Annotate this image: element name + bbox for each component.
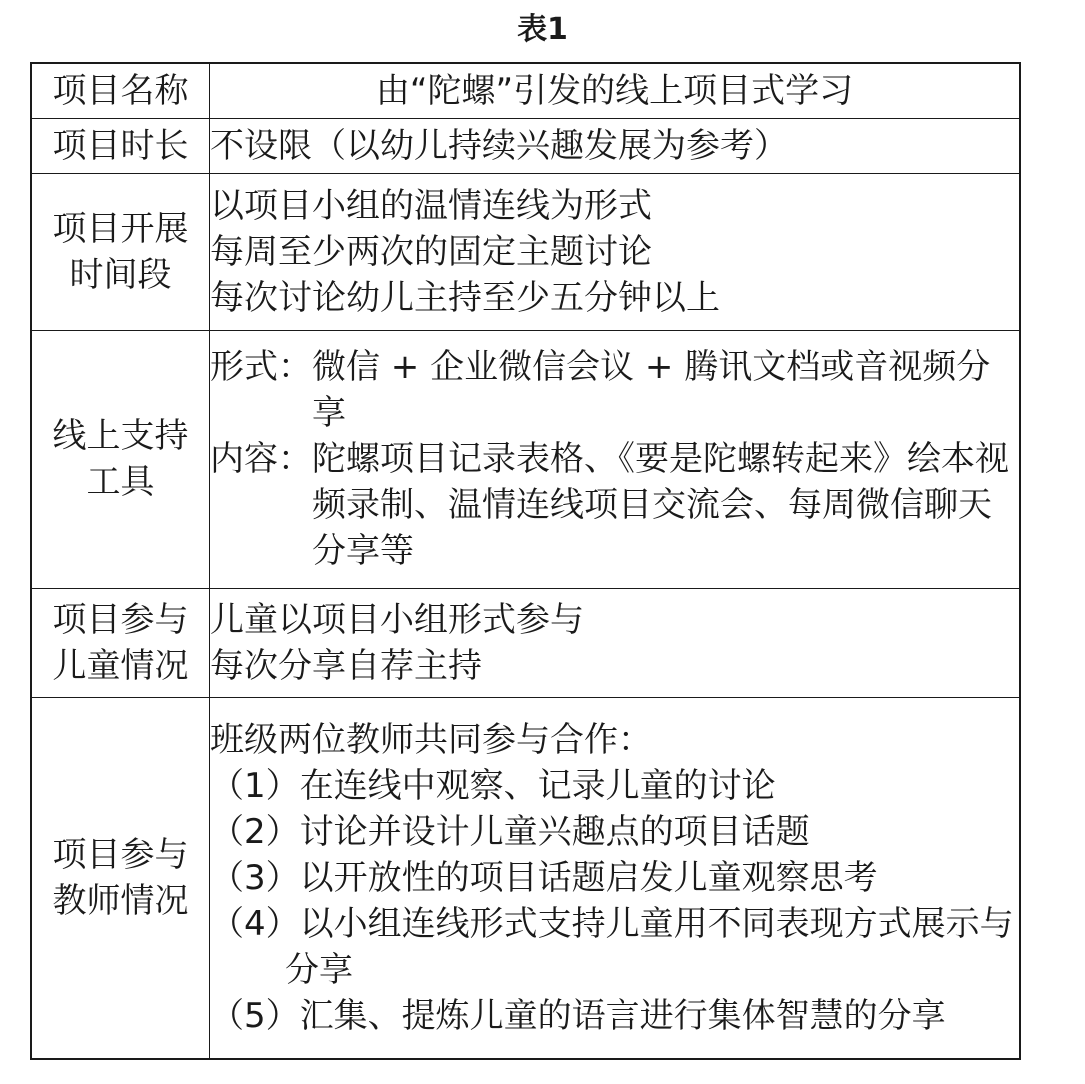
label-line: 项目参与 [52,599,189,640]
project-table [30,62,1021,1060]
label-line: 教师情况 [52,880,189,921]
children-line: 每次分享自荐主持 [210,645,482,686]
teachers-item: （5）汇集、提炼儿童的语言进行集体智慧的分享 [210,995,946,1036]
label-line: 项目参与 [52,834,189,875]
table-row [31,118,1020,173]
label-line: 项目开展 [52,208,189,249]
period-line: 以项目小组的温情连线为形式 [210,185,652,226]
label-line: 儿童情况 [52,645,189,686]
row-value-project-name: 由“陀螺”引发的线上项目式学习 [210,63,1021,118]
tools-form: 形式：微信 + 企业微信会议 + 腾讯文档或音视频分享 [210,347,991,433]
table-caption: 表1 [517,12,568,47]
row-label-children [31,588,210,697]
table-row [31,330,1020,588]
row-value-project-period [210,173,1021,330]
table-row [31,697,1020,1059]
teachers-intro: 班级两位教师共同参与合作： [210,719,652,760]
row-value-teachers [210,697,1021,1059]
table-row [31,63,1020,118]
row-value-children [210,588,1021,697]
row-label-project-name: 项目名称 [31,63,210,118]
teachers-item: （3）以开放性的项目话题启发儿童观察思考 [210,857,878,898]
row-label-online-tools [31,330,210,588]
label-line: 线上支持 [52,416,189,456]
teachers-item: （4）以小组连线形式支持儿童用不同表现方式展示与分享 [210,903,1014,990]
period-line: 每次讨论幼儿主持至少五分钟以上 [210,277,720,318]
row-value-online-tools [210,330,1021,588]
children-line: 儿童以项目小组形式参与 [210,599,584,640]
table-row [31,173,1020,330]
row-label-project-period [31,173,210,330]
period-line: 每周至少两次的固定主题讨论 [210,231,652,272]
row-label-teachers [31,697,210,1059]
label-line: 时间段 [69,254,172,295]
table-row [31,588,1020,697]
label-line: 工具 [86,462,155,502]
row-value-project-duration: 不设限（以幼儿持续兴趣发展为参考） [210,118,1021,173]
row-label-project-duration: 项目时长 [31,118,210,173]
teachers-item: （2）讨论并设计儿童兴趣点的项目话题 [210,811,810,852]
tools-content: 内容：陀螺项目记录表格、《要是陀螺转起来》绘本视频录制、温情连线项目交流会、每周微信聊天分享等 [210,439,1009,571]
teachers-item: （1）在连线中观察、记录儿童的讨论 [210,765,776,806]
